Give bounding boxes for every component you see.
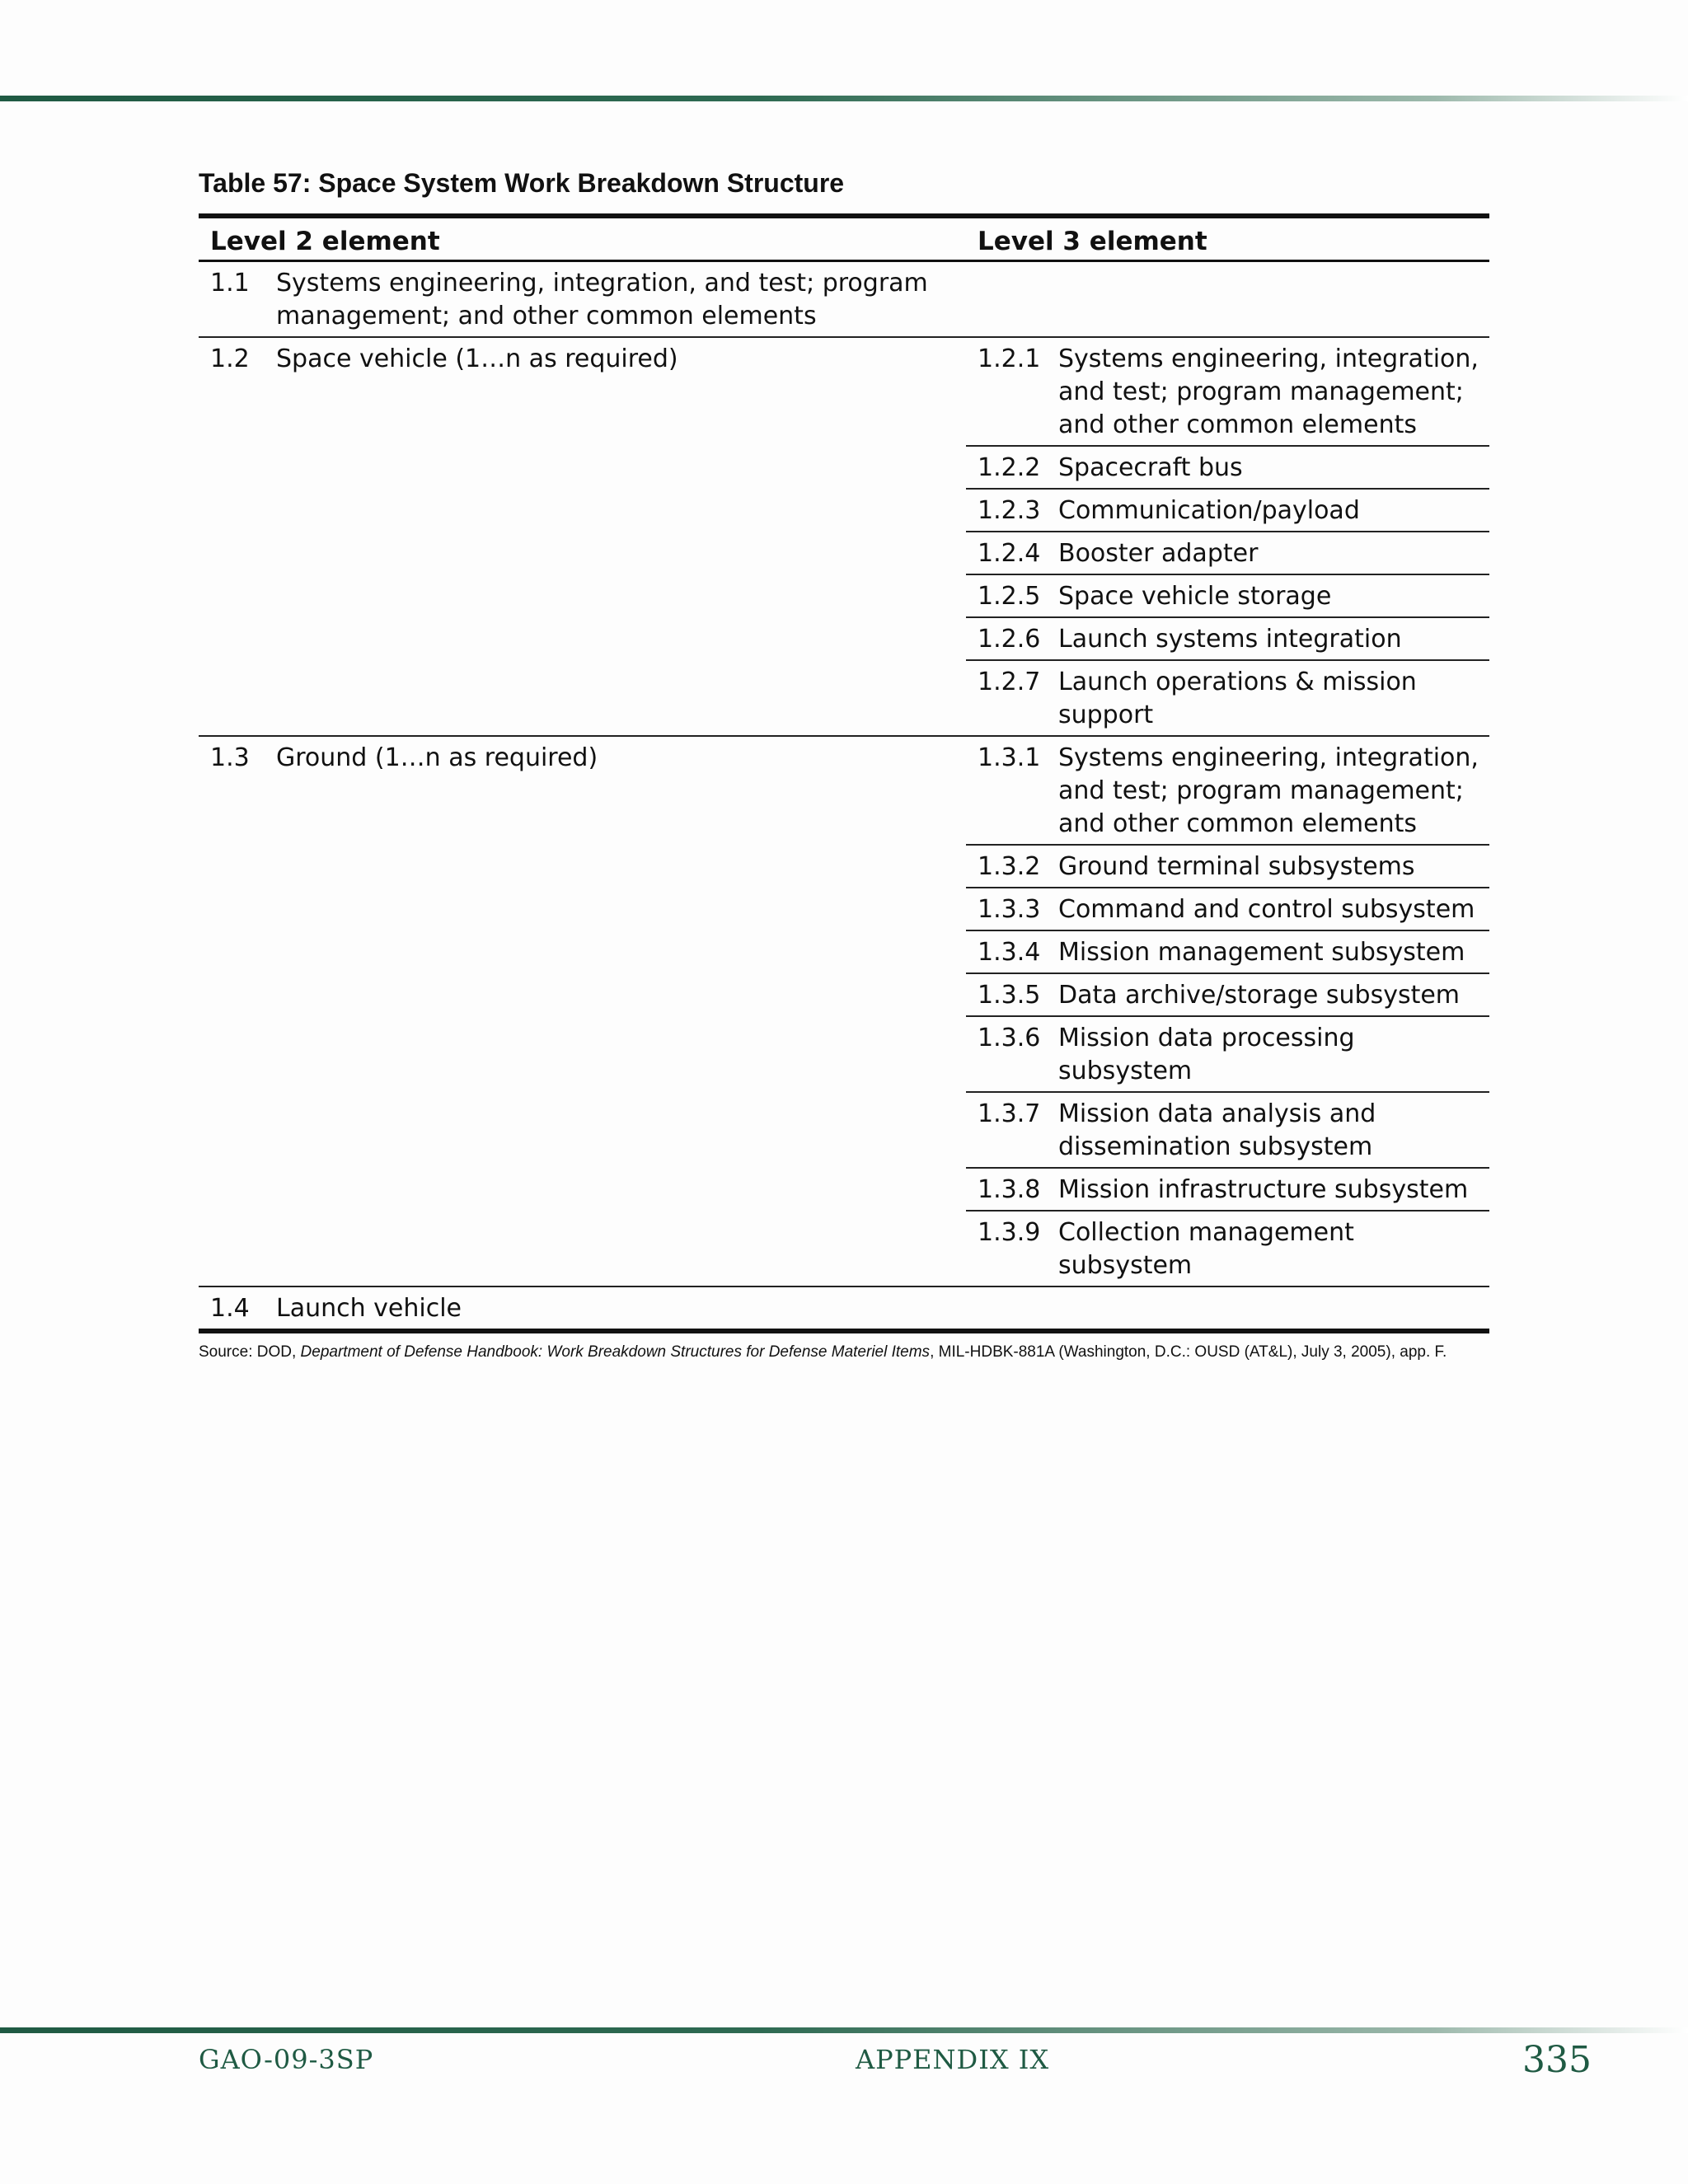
header-level3: Level 3 element — [966, 216, 1489, 261]
table-row — [199, 845, 1489, 888]
level2-description — [276, 660, 966, 736]
table-row — [199, 261, 1489, 338]
level3-number: 1.2.2 — [966, 446, 1058, 489]
table-title: Table 57: Space System Work Breakdown Structure — [199, 168, 845, 198]
table-row — [199, 1286, 1489, 1331]
level2-number — [199, 574, 276, 617]
level2-description — [276, 1016, 966, 1092]
wbs-table — [199, 213, 1489, 1333]
page-number: 335 — [1522, 2039, 1592, 2081]
level2-number — [199, 1168, 276, 1211]
level3-number: 1.3.2 — [966, 845, 1058, 888]
level2-number — [199, 532, 276, 574]
table-header-row — [199, 216, 1489, 261]
top-rule — [0, 96, 1688, 101]
level3-description: Command and control subsystem — [1058, 888, 1489, 930]
source-prefix: Source: DOD, — [199, 1343, 301, 1361]
level3-description: Mission data processing subsystem — [1058, 1016, 1489, 1092]
table-row — [199, 489, 1489, 532]
table-row — [199, 888, 1489, 930]
table-row — [199, 1211, 1489, 1286]
level2-description — [276, 532, 966, 574]
level3-description: Mission management subsystem — [1058, 930, 1489, 973]
level2-number: 1.4 — [199, 1286, 276, 1331]
table-body — [199, 261, 1489, 1332]
level3-number: 1.2.3 — [966, 489, 1058, 532]
level2-number — [199, 617, 276, 660]
table-row — [199, 532, 1489, 574]
level2-description: Space vehicle (1…n as required) — [276, 337, 966, 446]
table-section — [199, 168, 1489, 1361]
table-row — [199, 1092, 1489, 1168]
level3-number: 1.3.1 — [966, 736, 1058, 845]
level3-description: Mission data analysis and dissemination subsystem — [1058, 1092, 1489, 1168]
level2-description — [276, 617, 966, 660]
table-row — [199, 1168, 1489, 1211]
source-suffix: , MIL-HDBK-881A (Washington, D.C.: OUSD (AT&L), July 3, 2005), app. F. — [930, 1343, 1447, 1361]
level3-description: Communication/payload — [1058, 489, 1489, 532]
level2-number — [199, 888, 276, 930]
table-row — [199, 1016, 1489, 1092]
level3-description: Space vehicle storage — [1058, 574, 1489, 617]
level2-description — [276, 973, 966, 1016]
level3-number: 1.2.1 — [966, 337, 1058, 446]
table-row — [199, 446, 1489, 489]
level2-description — [276, 1168, 966, 1211]
level2-number: 1.3 — [199, 736, 276, 845]
level3-number: 1.3.5 — [966, 973, 1058, 1016]
level2-number — [199, 1092, 276, 1168]
level2-number — [199, 930, 276, 973]
level2-description — [276, 845, 966, 888]
level2-number — [199, 446, 276, 489]
level2-description: Launch vehicle — [276, 1286, 966, 1331]
report-id: GAO-09-3SP — [199, 2044, 374, 2075]
level3-description: Mission infrastructure subsystem — [1058, 1168, 1489, 1211]
table-row — [199, 574, 1489, 617]
table-row — [199, 617, 1489, 660]
source-title: Department of Defense Handbook: Work Breakdown Structures for Defense Materiel Items — [300, 1343, 931, 1361]
level2-number — [199, 1016, 276, 1092]
level3-number: 1.3.6 — [966, 1016, 1058, 1092]
level2-number — [199, 489, 276, 532]
level2-number — [199, 660, 276, 736]
level3-number: 1.3.4 — [966, 930, 1058, 973]
level2-description — [276, 574, 966, 617]
level3-number — [966, 261, 1058, 338]
level2-description — [276, 489, 966, 532]
level2-description: Systems engineering, integration, and test; program management; and other common elements — [276, 269, 928, 330]
level2-description — [276, 888, 966, 930]
level2-description — [276, 1092, 966, 1168]
level3-number: 1.3.9 — [966, 1211, 1058, 1286]
level2-number — [199, 845, 276, 888]
level3-number: 1.2.4 — [966, 532, 1058, 574]
level3-description: Systems engineering, integration, and test; program management; and other common elements — [1058, 736, 1489, 845]
level3-description: Collection management subsystem — [1058, 1211, 1489, 1286]
level3-description: Systems engineering, integration, and test; program management; and other common elements — [1058, 337, 1489, 446]
level2-number — [199, 973, 276, 1016]
header-level2: Level 2 element — [199, 216, 966, 261]
level3-number: 1.3.8 — [966, 1168, 1058, 1211]
level3-description — [1058, 1286, 1489, 1331]
level3-number — [966, 1286, 1058, 1331]
level3-number: 1.3.3 — [966, 888, 1058, 930]
table-row — [199, 930, 1489, 973]
level3-description: Launch operations & mission support — [1058, 660, 1489, 736]
level3-description — [1058, 261, 1489, 338]
level3-number: 1.2.7 — [966, 660, 1058, 736]
level3-description: Launch systems integration — [1058, 617, 1489, 660]
level2-number: 1.2 — [199, 337, 276, 446]
level2-description — [276, 930, 966, 973]
level2-number: 1.1 — [210, 269, 250, 298]
level3-description: Data archive/storage subsystem — [1058, 973, 1489, 1016]
level3-number: 1.2.6 — [966, 617, 1058, 660]
level3-number: 1.3.7 — [966, 1092, 1058, 1168]
level3-number: 1.2.5 — [966, 574, 1058, 617]
table-row — [199, 337, 1489, 446]
section-label: APPENDIX IX — [856, 2044, 1050, 2075]
table-row — [199, 973, 1489, 1016]
bottom-rule — [0, 2027, 1688, 2033]
level2-number — [199, 1211, 276, 1286]
level2-description — [276, 1211, 966, 1286]
level3-description: Booster adapter — [1058, 532, 1489, 574]
source-note — [199, 1343, 1489, 1361]
level2-description — [276, 446, 966, 489]
level2-description: Ground (1…n as required) — [276, 736, 966, 845]
table-row — [199, 736, 1489, 845]
level3-description: Ground terminal subsystems — [1058, 845, 1489, 888]
page-footer — [199, 2039, 1592, 2080]
table-row — [199, 660, 1489, 736]
level3-description: Spacecraft bus — [1058, 446, 1489, 489]
